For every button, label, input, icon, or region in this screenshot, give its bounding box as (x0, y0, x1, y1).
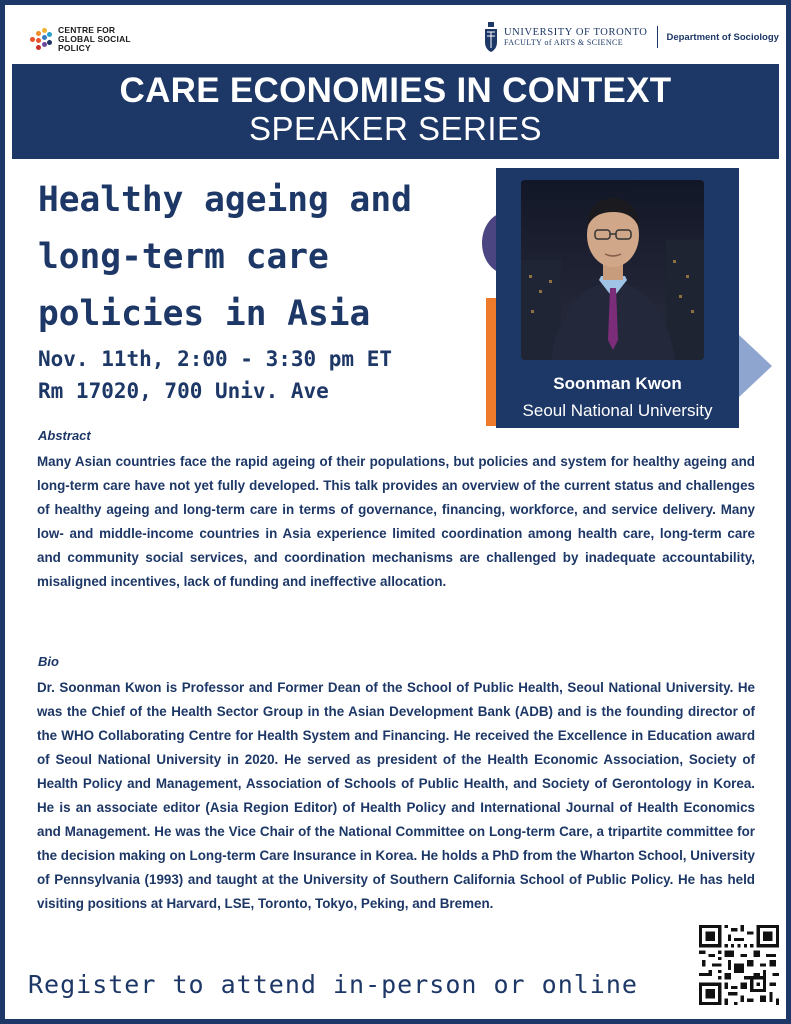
logo-divider (657, 26, 658, 48)
abstract-label: Abstract (38, 428, 91, 443)
talk-logistics (38, 343, 392, 407)
uoft-crest-icon (484, 22, 498, 52)
talk-title: Healthy ageing and long-term care policies in Asia (38, 180, 412, 334)
department-name: Department of Sociology (666, 31, 779, 43)
talk-location: Rm 17020, 700 Univ. Ave (38, 379, 329, 403)
series-subtitle: SPEAKER SERIES (248, 110, 543, 147)
bio-text: Dr. Soonman Kwon is Professor and Former Dean of the School of Public Health, Seoul National University. He was the Chief of the Health Sector Group in the Asian Development Bank (ADB) and is the founding director of the WHO Collaborating Centre for Health System and Financing. He received the Excellence in Education award of Seoul National University in 2020. He served as president of the Health Economic Association, Society of Health Policy and Management, Association of Schools of Public Health, and Society of Gerontology in Korea. He is an associate editor (Asia Region Editor) of Health Policy and International Journal of Health Economics and Management. He was the Vice Chair of the National Committee on Long-term Care, a tripartite committee for the decision making on Long-term Care Insurance in Korea. He holds a PhD from the Wharton School, University of Pennsylvania (1993) and taught at the University of Southern California School of Public Policy. He has held visiting positions at Harvard, LSE, Toronto, Tokyo, Peking, and Bremen. (37, 680, 756, 911)
speaker-card (496, 168, 739, 428)
qr-code-icon[interactable] (699, 925, 779, 1005)
speaker-photo (521, 180, 704, 360)
speaker-name: Soonman Kwon (553, 374, 682, 393)
abstract-text: Many Asian countries face the rapid ageing of their populations, but policies and system for healthy ageing and long-term care have not yet fully developed. This talk provides an overview of the current status and challenges of healthy ageing and long-term care in terms of governance, financing, workforce, and service delivery. Many low- and middle-income countries in Asia experience limited coordination among health care, long-term care and community social services, and coordination mechanisms are challenged by inadequate accountability, misaligned incentives, lack of funding and ineffective allocation. (37, 454, 755, 589)
register-cta[interactable]: Register to attend in-person or online (28, 970, 638, 999)
uoft-faculty: FACULTY of ARTS & SCIENCE (504, 38, 624, 47)
cgsp-dots-icon (30, 28, 52, 52)
bio-label: Bio (38, 654, 59, 669)
cgsp-logo-line: GLOBAL SOCIAL (58, 34, 131, 44)
decorative-triangle (738, 334, 772, 398)
cgsp-logo (30, 26, 131, 53)
uoft-logo (484, 22, 779, 52)
series-banner (12, 64, 779, 159)
uoft-name: UNIVERSITY OF TORONTO (504, 27, 648, 38)
speaker-affiliation: Seoul National University (522, 401, 713, 420)
cgsp-logo-line: CENTRE FOR (58, 25, 116, 35)
talk-datetime: Nov. 11th, 2:00 - 3:30 pm ET (38, 347, 393, 371)
cgsp-logo-line: POLICY (58, 43, 91, 53)
series-title: CARE ECONOMIES IN CONTEXT (119, 71, 672, 110)
